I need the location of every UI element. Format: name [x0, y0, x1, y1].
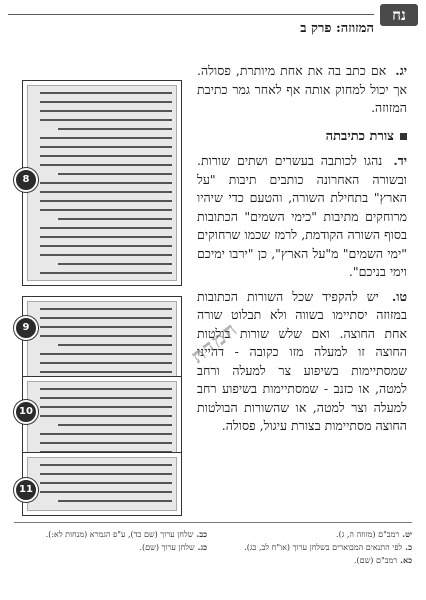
footnote: כא.רמב"ם (שם). — [353, 555, 412, 565]
watermark-stamp: חמדת — [185, 316, 243, 369]
scan-text-line — [58, 344, 172, 346]
scan-text-line — [40, 308, 172, 310]
scan-text-line — [58, 500, 172, 502]
scan-text-line — [40, 155, 172, 157]
scan-text-line — [40, 326, 172, 328]
paragraph-13 — [197, 62, 407, 118]
scan-text-line — [40, 227, 172, 229]
footnote: כג.שלחן ערוך (שם). — [139, 542, 207, 552]
scan-text-line — [40, 317, 172, 319]
scan-text-line — [40, 164, 172, 166]
paragraph-15 — [197, 288, 407, 436]
section-heading — [197, 128, 407, 147]
scan-text-line — [40, 371, 172, 373]
scan-text-line — [40, 473, 172, 475]
scan-text-line — [40, 482, 172, 484]
scan-text-line — [40, 406, 172, 408]
footnote: יט.רמב"ם (מזוזה ה, ג). — [336, 529, 412, 539]
paragraph-text: אם כתב בה את אחת מיותרת, פסולה. אך יכול למחוק אותה אף לאחר גמר כתיבת המזוזה. — [197, 63, 407, 115]
section-heading-text: צורת כתיבתה — [325, 128, 394, 144]
scan-text-line — [40, 92, 172, 94]
paragraph-text: יש להקפיד שכל השורות הכתובות במזוזה יסתיימו בשווה ולא תבלוט שורה אחת החוצה. ואם שלש שורות בולטות החוצה זו למעלה מזו כקובה - דהיינו שמסתיימות בשיפוע צר למעלה ורחב למטה, או כזנב - שמסתיימות בשיפוע רחב למעלה וצר למטה, או שהשורות הבולטות החוצה מסתיימות בצורת עיגול, פסולה. — [197, 288, 407, 433]
figure-badge-11: 11 — [14, 478, 38, 502]
scan-text-line — [40, 182, 172, 184]
scan-text-line — [40, 146, 172, 148]
square-bullet-icon — [400, 133, 407, 140]
paragraph-text: נהגו לכותבה בעשרים ושתים שורות. ובשורה האחרונה כותבים תיבות "על הארץ" בתחילת השורה, והטעם כדי שיהיו מרוחקים מתיבות "כימי השמים" הכתובות בסוף השורה הקודמת, לרמז שכמו שרחוקים "ימי השמים" מ"על הארץ", כן "ירבו ימיכם וימי בניכם". — [197, 153, 407, 279]
header-rule — [8, 14, 374, 15]
scan-text-line — [40, 137, 172, 139]
scan-text-line — [40, 254, 172, 256]
scan-text-line — [40, 119, 172, 121]
main-text-column — [197, 62, 407, 442]
footnote: כב.שלחן ערוך (שם כד), ע"פ הגמרא (מנחות לא:). — [45, 529, 207, 539]
figure-badge-8: 8 — [14, 168, 38, 192]
scan-text-line — [40, 415, 172, 417]
footnote: כ.לפי התנאים המבוארים בשלחן ערוך (או"ח לב, כג). — [244, 542, 412, 552]
scan-text-line — [40, 397, 172, 399]
paragraph-14 — [197, 152, 407, 282]
scan-text-line — [40, 191, 172, 193]
scan-text-line — [40, 335, 172, 337]
mezuzah-scan-figure-9 — [22, 296, 182, 384]
page-header — [0, 0, 426, 40]
scan-text-line — [58, 263, 172, 265]
scan-text-line — [40, 200, 172, 202]
paragraph-label: טו. — [391, 288, 407, 304]
scan-text-line — [58, 424, 172, 426]
scan-text-line — [58, 218, 172, 220]
scan-text-line — [40, 101, 172, 103]
scan-text-line — [40, 433, 172, 435]
scan-text-line — [58, 173, 172, 175]
paragraph-label: יד. — [393, 153, 407, 168]
scan-text-line — [40, 272, 172, 274]
scan-text-line — [40, 209, 172, 211]
scan-text-line — [58, 128, 172, 130]
scan-text-line — [40, 388, 172, 390]
scan-text-line — [40, 353, 172, 355]
mezuzah-scan-figure-8 — [22, 80, 182, 286]
scan-text-line — [40, 110, 172, 112]
page-number: נח — [380, 4, 418, 26]
scan-text-line — [40, 464, 172, 466]
scan-text-line — [40, 491, 172, 493]
figure-badge-9: 9 — [14, 316, 38, 340]
scan-text-line — [40, 236, 172, 238]
paragraph-label: יג. — [395, 63, 407, 78]
mezuzah-scan-figure-11 — [22, 452, 182, 516]
scan-text-line — [40, 362, 172, 364]
figure-badge-10: 10 — [14, 400, 38, 424]
running-title: המזוזה: פרק ב — [300, 21, 374, 36]
footnotes-divider — [14, 522, 412, 523]
footnotes — [14, 528, 412, 567]
scan-text-line — [40, 442, 172, 444]
scan-text-line — [40, 245, 172, 247]
